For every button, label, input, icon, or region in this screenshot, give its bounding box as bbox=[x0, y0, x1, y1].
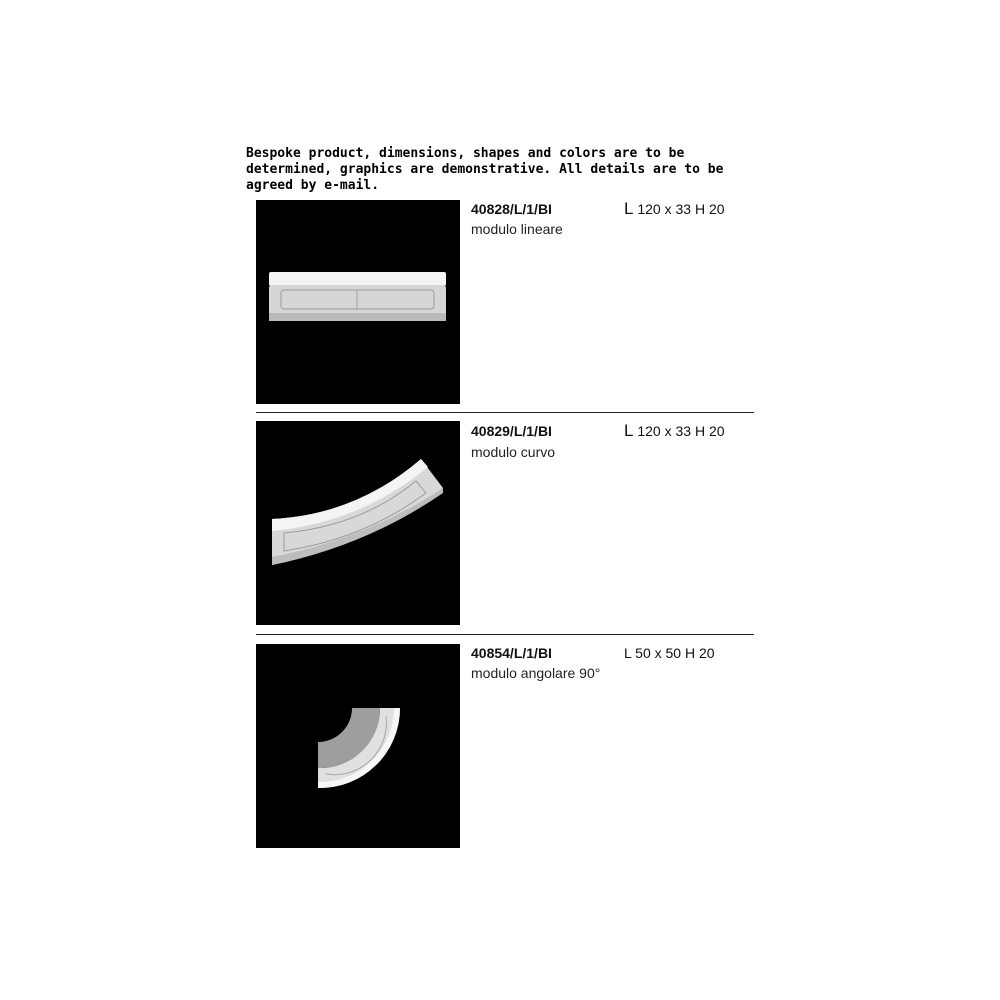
product-code: 40829/L/1/BI bbox=[471, 423, 552, 439]
product-image-curved bbox=[256, 421, 460, 625]
divider bbox=[256, 412, 754, 413]
dimension-value: L 50 x 50 H 20 bbox=[624, 645, 715, 661]
divider bbox=[256, 634, 754, 635]
linear-module-icon bbox=[256, 200, 460, 404]
notice-text: Bespoke product, dimensions, shapes and colors are to be determined, graphics are demonstrative. All details are to be agreed by e-mail. bbox=[246, 146, 724, 193]
curved-module-icon bbox=[256, 421, 460, 625]
product-dimensions bbox=[624, 421, 725, 441]
product-code: 40828/L/1/BI bbox=[471, 201, 552, 217]
product-image-linear bbox=[256, 200, 460, 404]
product-code: 40854/L/1/BI bbox=[471, 645, 552, 661]
dimension-prefix: L bbox=[624, 421, 634, 440]
dimension-value: 120 x 33 H 20 bbox=[637, 201, 725, 217]
angle-module-icon bbox=[256, 644, 460, 848]
product-dimensions bbox=[624, 645, 715, 661]
product-description: modulo curvo bbox=[471, 444, 556, 460]
product-description: modulo lineare bbox=[471, 221, 563, 237]
dimension-value: 120 x 33 H 20 bbox=[637, 423, 725, 439]
product-description: modulo angolare 90° bbox=[471, 665, 601, 681]
product-dimensions bbox=[624, 199, 725, 219]
dimension-prefix: L bbox=[624, 199, 634, 218]
product-image-angle bbox=[256, 644, 460, 848]
